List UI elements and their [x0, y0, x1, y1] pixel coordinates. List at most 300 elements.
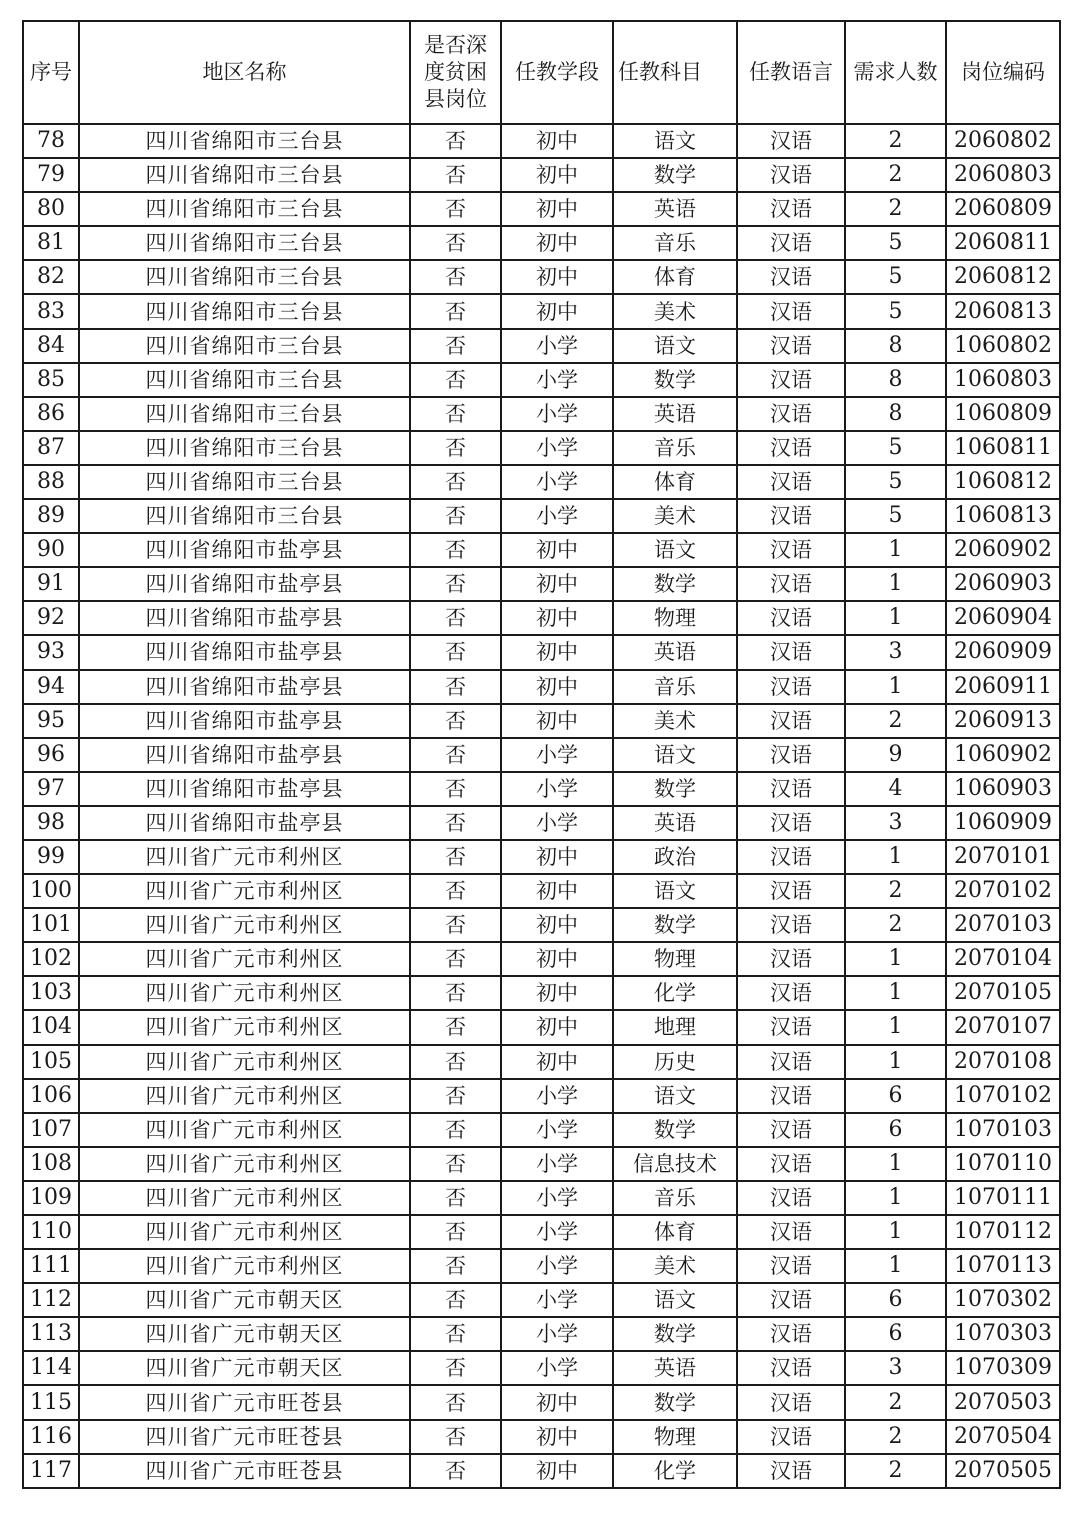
cell-poverty-county: 否	[410, 329, 501, 363]
cell-poverty-county: 否	[410, 772, 501, 806]
cell-language: 汉语	[737, 226, 845, 260]
cell-position-code: 1070102	[946, 1079, 1060, 1113]
cell-index: 82	[23, 260, 79, 294]
cell-subject: 物理	[613, 1420, 737, 1454]
cell-language: 汉语	[737, 1385, 845, 1419]
cell-subject: 音乐	[613, 670, 737, 704]
cell-index: 78	[23, 124, 79, 158]
table-row	[23, 806, 1060, 840]
cell-position-code: 1060811	[946, 431, 1060, 465]
header-region: 地区名称	[79, 21, 410, 124]
cell-region: 四川省绵阳市盐亭县	[79, 772, 410, 806]
cell-region: 四川省广元市旺苍县	[79, 1385, 410, 1419]
cell-poverty-county: 否	[410, 431, 501, 465]
cell-headcount: 2	[845, 1454, 946, 1488]
cell-school-level: 初中	[501, 670, 613, 704]
cell-headcount: 1	[845, 976, 946, 1010]
cell-subject: 化学	[613, 976, 737, 1010]
cell-index: 102	[23, 942, 79, 976]
cell-index: 79	[23, 158, 79, 192]
cell-school-level: 初中	[501, 192, 613, 226]
cell-region: 四川省绵阳市三台县	[79, 260, 410, 294]
cell-poverty-county: 否	[410, 908, 501, 942]
cell-position-code: 1060909	[946, 806, 1060, 840]
cell-position-code: 1070112	[946, 1215, 1060, 1249]
cell-headcount: 2	[845, 908, 946, 942]
cell-poverty-county: 否	[410, 567, 501, 601]
cell-poverty-county: 否	[410, 294, 501, 328]
cell-region: 四川省广元市旺苍县	[79, 1420, 410, 1454]
cell-position-code: 2060903	[946, 567, 1060, 601]
cell-school-level: 初中	[501, 908, 613, 942]
cell-language: 汉语	[737, 329, 845, 363]
header-index: 序号	[23, 21, 79, 124]
cell-subject: 语文	[613, 738, 737, 772]
cell-language: 汉语	[737, 260, 845, 294]
cell-headcount: 8	[845, 363, 946, 397]
cell-region: 四川省绵阳市三台县	[79, 158, 410, 192]
cell-position-code: 2060803	[946, 158, 1060, 192]
table-row	[23, 1385, 1060, 1419]
table-row	[23, 431, 1060, 465]
cell-region: 四川省广元市朝天区	[79, 1351, 410, 1385]
cell-position-code: 1070113	[946, 1249, 1060, 1283]
table-row	[23, 1283, 1060, 1317]
cell-language: 汉语	[737, 635, 845, 669]
cell-subject: 英语	[613, 1351, 737, 1385]
cell-position-code: 2060902	[946, 533, 1060, 567]
header-row	[23, 21, 1060, 124]
cell-language: 汉语	[737, 533, 845, 567]
cell-language: 汉语	[737, 908, 845, 942]
cell-region: 四川省绵阳市盐亭县	[79, 670, 410, 704]
cell-language: 汉语	[737, 942, 845, 976]
cell-region: 四川省广元市利州区	[79, 1079, 410, 1113]
cell-position-code: 1070110	[946, 1147, 1060, 1181]
cell-index: 115	[23, 1385, 79, 1419]
cell-subject: 语文	[613, 124, 737, 158]
cell-region: 四川省广元市朝天区	[79, 1283, 410, 1317]
cell-language: 汉语	[737, 397, 845, 431]
cell-index: 105	[23, 1045, 79, 1079]
cell-position-code: 1060812	[946, 465, 1060, 499]
cell-headcount: 2	[845, 192, 946, 226]
cell-position-code: 2070107	[946, 1010, 1060, 1044]
table-row	[23, 704, 1060, 738]
cell-poverty-county: 否	[410, 124, 501, 158]
cell-subject: 历史	[613, 1045, 737, 1079]
cell-subject: 政治	[613, 840, 737, 874]
cell-index: 84	[23, 329, 79, 363]
cell-position-code: 2060813	[946, 294, 1060, 328]
cell-language: 汉语	[737, 465, 845, 499]
cell-poverty-county: 否	[410, 1385, 501, 1419]
table-row	[23, 1079, 1060, 1113]
table-row	[23, 1351, 1060, 1385]
cell-school-level: 小学	[501, 1079, 613, 1113]
cell-region: 四川省广元市利州区	[79, 1113, 410, 1147]
cell-school-level: 小学	[501, 499, 613, 533]
cell-index: 111	[23, 1249, 79, 1283]
cell-index: 109	[23, 1181, 79, 1215]
cell-position-code: 2070108	[946, 1045, 1060, 1079]
cell-index: 83	[23, 294, 79, 328]
cell-school-level: 初中	[501, 704, 613, 738]
cell-poverty-county: 否	[410, 976, 501, 1010]
cell-headcount: 2	[845, 158, 946, 192]
cell-headcount: 6	[845, 1079, 946, 1113]
cell-index: 113	[23, 1317, 79, 1351]
cell-region: 四川省广元市利州区	[79, 908, 410, 942]
cell-headcount: 5	[845, 431, 946, 465]
cell-position-code: 2070103	[946, 908, 1060, 942]
cell-region: 四川省广元市利州区	[79, 874, 410, 908]
cell-language: 汉语	[737, 1147, 845, 1181]
cell-language: 汉语	[737, 670, 845, 704]
cell-subject: 英语	[613, 635, 737, 669]
cell-subject: 美术	[613, 1249, 737, 1283]
cell-subject: 体育	[613, 260, 737, 294]
table-row	[23, 976, 1060, 1010]
cell-region: 四川省广元市利州区	[79, 1045, 410, 1079]
cell-headcount: 5	[845, 499, 946, 533]
cell-position-code: 2070102	[946, 874, 1060, 908]
table-row	[23, 567, 1060, 601]
cell-position-code: 1060902	[946, 738, 1060, 772]
cell-headcount: 1	[845, 1215, 946, 1249]
cell-school-level: 初中	[501, 840, 613, 874]
cell-index: 95	[23, 704, 79, 738]
cell-language: 汉语	[737, 1010, 845, 1044]
cell-subject: 语文	[613, 874, 737, 908]
cell-subject: 英语	[613, 397, 737, 431]
table-row	[23, 908, 1060, 942]
cell-language: 汉语	[737, 738, 845, 772]
table-row	[23, 840, 1060, 874]
cell-headcount: 1	[845, 601, 946, 635]
cell-language: 汉语	[737, 1045, 845, 1079]
cell-school-level: 初中	[501, 976, 613, 1010]
cell-language: 汉语	[737, 1181, 845, 1215]
cell-position-code: 1070103	[946, 1113, 1060, 1147]
cell-index: 87	[23, 431, 79, 465]
cell-index: 106	[23, 1079, 79, 1113]
cell-headcount: 9	[845, 738, 946, 772]
cell-language: 汉语	[737, 1113, 845, 1147]
cell-position-code: 2070105	[946, 976, 1060, 1010]
cell-region: 四川省广元市利州区	[79, 840, 410, 874]
cell-subject: 数学	[613, 908, 737, 942]
cell-subject: 体育	[613, 465, 737, 499]
cell-index: 108	[23, 1147, 79, 1181]
cell-region: 四川省绵阳市三台县	[79, 465, 410, 499]
cell-poverty-county: 否	[410, 499, 501, 533]
cell-position-code: 1070302	[946, 1283, 1060, 1317]
cell-region: 四川省绵阳市三台县	[79, 363, 410, 397]
cell-language: 汉语	[737, 567, 845, 601]
cell-position-code: 2060809	[946, 192, 1060, 226]
table-row	[23, 192, 1060, 226]
cell-region: 四川省广元市利州区	[79, 942, 410, 976]
cell-index: 104	[23, 1010, 79, 1044]
cell-region: 四川省绵阳市三台县	[79, 329, 410, 363]
cell-language: 汉语	[737, 1317, 845, 1351]
cell-headcount: 2	[845, 704, 946, 738]
cell-headcount: 5	[845, 260, 946, 294]
cell-index: 100	[23, 874, 79, 908]
cell-position-code: 1070303	[946, 1317, 1060, 1351]
cell-school-level: 小学	[501, 1317, 613, 1351]
cell-index: 80	[23, 192, 79, 226]
cell-index: 91	[23, 567, 79, 601]
table-row	[23, 1045, 1060, 1079]
cell-subject: 语文	[613, 1079, 737, 1113]
cell-index: 99	[23, 840, 79, 874]
table-row	[23, 260, 1060, 294]
cell-position-code: 2070503	[946, 1385, 1060, 1419]
cell-index: 85	[23, 363, 79, 397]
cell-region: 四川省绵阳市盐亭县	[79, 567, 410, 601]
cell-school-level: 小学	[501, 363, 613, 397]
cell-region: 四川省绵阳市三台县	[79, 294, 410, 328]
table-row	[23, 363, 1060, 397]
cell-subject: 音乐	[613, 226, 737, 260]
cell-language: 汉语	[737, 192, 845, 226]
cell-poverty-county: 否	[410, 397, 501, 431]
cell-subject: 美术	[613, 499, 737, 533]
cell-index: 112	[23, 1283, 79, 1317]
table-row	[23, 874, 1060, 908]
cell-subject: 数学	[613, 363, 737, 397]
table-row	[23, 124, 1060, 158]
cell-school-level: 初中	[501, 1454, 613, 1488]
cell-position-code: 2060904	[946, 601, 1060, 635]
cell-subject: 体育	[613, 1215, 737, 1249]
job-positions-table	[22, 20, 1061, 1489]
cell-position-code: 2060911	[946, 670, 1060, 704]
cell-headcount: 1	[845, 1045, 946, 1079]
cell-headcount: 6	[845, 1317, 946, 1351]
cell-index: 103	[23, 976, 79, 1010]
table-row	[23, 1215, 1060, 1249]
cell-headcount: 1	[845, 533, 946, 567]
cell-poverty-county: 否	[410, 260, 501, 294]
cell-language: 汉语	[737, 976, 845, 1010]
cell-school-level: 初中	[501, 1045, 613, 1079]
cell-poverty-county: 否	[410, 601, 501, 635]
cell-subject: 数学	[613, 1317, 737, 1351]
cell-language: 汉语	[737, 704, 845, 738]
cell-language: 汉语	[737, 1420, 845, 1454]
cell-index: 86	[23, 397, 79, 431]
cell-index: 107	[23, 1113, 79, 1147]
cell-language: 汉语	[737, 772, 845, 806]
cell-subject: 数学	[613, 567, 737, 601]
cell-school-level: 初中	[501, 601, 613, 635]
cell-index: 89	[23, 499, 79, 533]
cell-headcount: 2	[845, 1385, 946, 1419]
cell-subject: 数学	[613, 158, 737, 192]
cell-poverty-county: 否	[410, 1181, 501, 1215]
cell-position-code: 1060903	[946, 772, 1060, 806]
cell-region: 四川省广元市利州区	[79, 976, 410, 1010]
cell-subject: 语文	[613, 1283, 737, 1317]
table-row	[23, 1420, 1060, 1454]
cell-headcount: 8	[845, 397, 946, 431]
table-row	[23, 1249, 1060, 1283]
cell-headcount: 2	[845, 874, 946, 908]
cell-index: 110	[23, 1215, 79, 1249]
cell-school-level: 初中	[501, 1385, 613, 1419]
cell-subject: 物理	[613, 601, 737, 635]
cell-school-level: 小学	[501, 329, 613, 363]
table-row	[23, 1317, 1060, 1351]
cell-index: 114	[23, 1351, 79, 1385]
table-row	[23, 1113, 1060, 1147]
cell-subject: 英语	[613, 192, 737, 226]
cell-school-level: 初中	[501, 874, 613, 908]
cell-headcount: 1	[845, 840, 946, 874]
cell-school-level: 小学	[501, 465, 613, 499]
cell-poverty-county: 否	[410, 670, 501, 704]
cell-language: 汉语	[737, 806, 845, 840]
cell-headcount: 1	[845, 567, 946, 601]
header-language: 任教语言	[737, 21, 845, 124]
cell-position-code: 2060802	[946, 124, 1060, 158]
cell-school-level: 初中	[501, 533, 613, 567]
cell-headcount: 2	[845, 124, 946, 158]
cell-region: 四川省绵阳市盐亭县	[79, 533, 410, 567]
cell-index: 93	[23, 635, 79, 669]
cell-poverty-county: 否	[410, 1147, 501, 1181]
cell-school-level: 初中	[501, 294, 613, 328]
cell-language: 汉语	[737, 1283, 845, 1317]
cell-headcount: 5	[845, 465, 946, 499]
cell-school-level: 初中	[501, 158, 613, 192]
cell-position-code: 2060909	[946, 635, 1060, 669]
header-poverty-county: 是否深 度贫困 县岗位	[410, 21, 501, 124]
cell-school-level: 小学	[501, 397, 613, 431]
cell-school-level: 小学	[501, 772, 613, 806]
table-row	[23, 294, 1060, 328]
table-row	[23, 942, 1060, 976]
cell-poverty-county: 否	[410, 465, 501, 499]
cell-region: 四川省绵阳市三台县	[79, 124, 410, 158]
table-row	[23, 397, 1060, 431]
cell-subject: 语文	[613, 329, 737, 363]
cell-region: 四川省广元市利州区	[79, 1147, 410, 1181]
table-row	[23, 738, 1060, 772]
table-row	[23, 158, 1060, 192]
cell-subject: 数学	[613, 1385, 737, 1419]
cell-poverty-county: 否	[410, 942, 501, 976]
cell-headcount: 6	[845, 1113, 946, 1147]
cell-position-code: 2060812	[946, 260, 1060, 294]
cell-index: 98	[23, 806, 79, 840]
cell-school-level: 初中	[501, 1010, 613, 1044]
cell-position-code: 1060802	[946, 329, 1060, 363]
cell-index: 94	[23, 670, 79, 704]
cell-region: 四川省绵阳市盐亭县	[79, 704, 410, 738]
cell-language: 汉语	[737, 874, 845, 908]
cell-poverty-county: 否	[410, 1317, 501, 1351]
cell-poverty-county: 否	[410, 1454, 501, 1488]
cell-school-level: 小学	[501, 1351, 613, 1385]
cell-school-level: 初中	[501, 1420, 613, 1454]
cell-language: 汉语	[737, 499, 845, 533]
header-school-level: 任教学段	[501, 21, 613, 124]
header-subject: 任教科目	[613, 21, 737, 124]
cell-school-level: 小学	[501, 1215, 613, 1249]
cell-school-level: 小学	[501, 431, 613, 465]
cell-subject: 音乐	[613, 1181, 737, 1215]
cell-position-code: 2070104	[946, 942, 1060, 976]
cell-poverty-county: 否	[410, 738, 501, 772]
cell-language: 汉语	[737, 1249, 845, 1283]
cell-region: 四川省广元市利州区	[79, 1249, 410, 1283]
cell-language: 汉语	[737, 1454, 845, 1488]
cell-language: 汉语	[737, 1351, 845, 1385]
cell-headcount: 2	[845, 1420, 946, 1454]
table-row	[23, 499, 1060, 533]
cell-position-code: 2060913	[946, 704, 1060, 738]
table-row	[23, 1181, 1060, 1215]
cell-index: 96	[23, 738, 79, 772]
cell-school-level: 小学	[501, 1249, 613, 1283]
cell-language: 汉语	[737, 363, 845, 397]
cell-language: 汉语	[737, 601, 845, 635]
cell-language: 汉语	[737, 840, 845, 874]
cell-headcount: 5	[845, 226, 946, 260]
table-row	[23, 329, 1060, 363]
cell-poverty-county: 否	[410, 635, 501, 669]
cell-headcount: 1	[845, 1147, 946, 1181]
table-row	[23, 465, 1060, 499]
cell-poverty-county: 否	[410, 840, 501, 874]
cell-region: 四川省绵阳市盐亭县	[79, 738, 410, 772]
cell-school-level: 初中	[501, 942, 613, 976]
cell-index: 97	[23, 772, 79, 806]
cell-position-code: 1070309	[946, 1351, 1060, 1385]
cell-position-code: 2070504	[946, 1420, 1060, 1454]
cell-subject: 英语	[613, 806, 737, 840]
table-row	[23, 670, 1060, 704]
cell-region: 四川省广元市利州区	[79, 1215, 410, 1249]
cell-poverty-county: 否	[410, 533, 501, 567]
cell-poverty-county: 否	[410, 363, 501, 397]
cell-school-level: 小学	[501, 806, 613, 840]
table-row	[23, 772, 1060, 806]
cell-index: 81	[23, 226, 79, 260]
cell-headcount: 3	[845, 635, 946, 669]
cell-poverty-county: 否	[410, 1351, 501, 1385]
cell-index: 101	[23, 908, 79, 942]
cell-index: 90	[23, 533, 79, 567]
cell-headcount: 3	[845, 1351, 946, 1385]
cell-subject: 数学	[613, 772, 737, 806]
cell-poverty-county: 否	[410, 192, 501, 226]
cell-poverty-county: 否	[410, 1045, 501, 1079]
cell-language: 汉语	[737, 294, 845, 328]
table-row	[23, 635, 1060, 669]
cell-school-level: 小学	[501, 1147, 613, 1181]
cell-poverty-county: 否	[410, 1420, 501, 1454]
cell-headcount: 1	[845, 1249, 946, 1283]
cell-headcount: 6	[845, 1283, 946, 1317]
cell-poverty-county: 否	[410, 1010, 501, 1044]
cell-poverty-county: 否	[410, 1283, 501, 1317]
cell-subject: 美术	[613, 704, 737, 738]
